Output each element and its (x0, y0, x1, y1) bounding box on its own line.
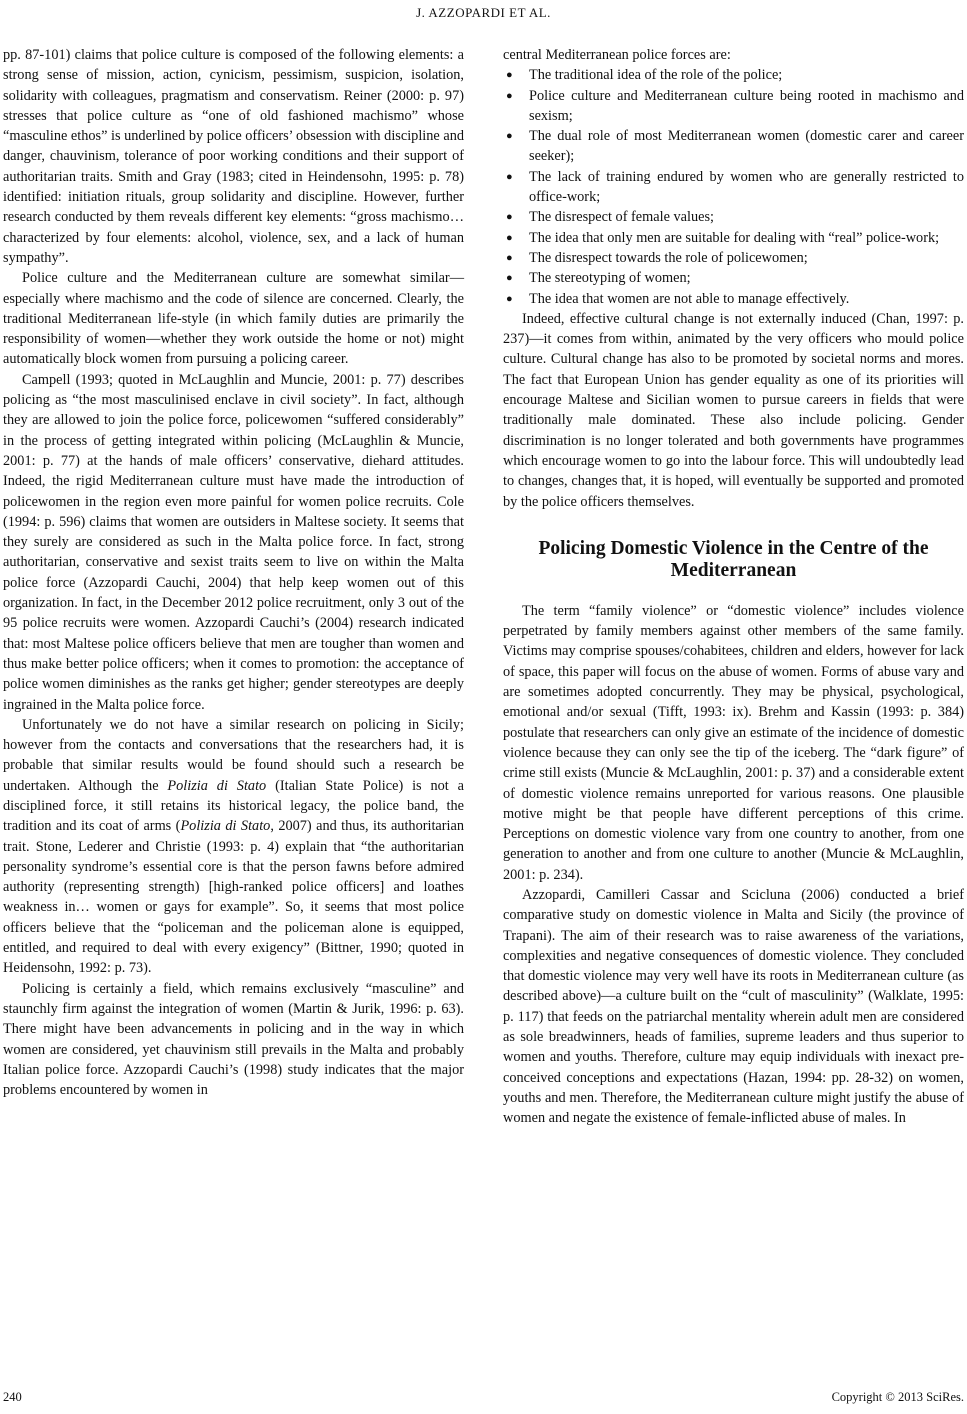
paragraph-sicily-research (3, 715, 464, 979)
paragraph-policing-masculine: Policing is certainly a field, which remains exclusively “masculine” and staunchly firm against the integration of women (Martin & Jurik, 1996: p. 63). There might have been advancements in policing and in the way in which women are considered, yet chauvinism still prevails in the Malta and probably Italian police force. Azzopardi Cauchi’s (1998) study indicates that the major problems encountered by women in (3, 980, 464, 1099)
section-heading: Policing Domestic Violence in the Centre of the Mediterranean (538, 537, 929, 581)
list-item-text: The stereotyping of women; (529, 270, 691, 287)
text-run: Unfortunately we do not have a similar research on policing in Sicily; however from the contacts and conversations that the researchers had, it is probable that similar results would be found should such a research be undertaken. Although the (3, 716, 464, 794)
list-item-text: The idea that only men are suitable for dealing with “real” police-work; (529, 229, 940, 246)
italic-term: Polizia di Stato (180, 818, 271, 835)
list-item-text: The disrespect towards the role of policewomen; (529, 249, 808, 266)
bullet-dot-icon: ● (506, 292, 513, 305)
list-item-text: The disrespect of female values; (529, 209, 714, 226)
right-column (503, 45, 964, 1129)
list-item (503, 86, 964, 127)
problems-list (503, 65, 964, 309)
paragraph-mediterranean-culture: Police culture and the Mediterranean culture are somewhat similar—especially where machismo and the code of silence are concerned. Clearly, the traditional Mediterranean life-style (in which family duties are primarily the responsibility of women—whether they work outside the home or not) might automatically block women from pursuing a policing career. (3, 270, 464, 368)
page-number: 240 (3, 1390, 22, 1404)
bullet-dot-icon: ● (506, 130, 513, 143)
paragraph-masculinised-enclave: Campell (1993; quoted in McLaughlin and Muncie, 2001: p. 77) describes policing as “the most masculinised enclave in civil society”. In fact, although they are allowed to join the police force, policewomen “suffered considerably” in the process of getting integrated within policing (McLaughlin & Muncie, 2001: p. 77) at the hands of male officers’ conservative, diehard attitudes. Indeed, the rigid Mediterranean culture must have made the introduction of policewomen in the region even more painful for women police recruits. Cole (1994: p. 596) claims that women are outsiders in Maltese society. It seems that they surely are considered as such in the Malta police force. In fact, strong authoritarian, conservative and sexist traits seem to live on within the Malta police force (Azzopardi Cauchi, 2004) that help keep women out of this organization. In fact, in the December 2012 police recruitment, only 3 out of the 95 police recruits were women. Azzopardi Cauchi’s (2004) research indicated that: most Maltese police officers believe that men are tougher than women and thus make better police officers; when it comes to promotion: the acceptance of police women diminishes as the ranks get higher; gender stereotypes are deeply ingrained in the Malta police force. (3, 371, 464, 713)
list-item-text: The lack of training endured by women who are generally restricted to office-work; (529, 168, 964, 206)
text-run: , 2007) and thus, its authoritarian trait. Stone, Lederer and Christie (1993: p. 4) explain that “the authoritarian personality syndrome’s essential core is that the person fawns before admired authority (representing strength) [high-ranked police officers] and loathes weakness in… women or gays for example”. So, it seems that most police officers believe that the “policeman and the policeman alone is equipped, entitled, and required to deal with every exigency” (Bittner, 1990; quoted in Heidensohn, 1992: p. 73). (3, 818, 464, 977)
list-item (503, 289, 964, 309)
bullet-dot-icon: ● (506, 272, 513, 285)
paragraph-domestic-violence-definition: The term “family violence” or “domestic violence” includes violence perpetrated by family members against other members of the same family. Victims may comprise spouses/cohabitees, children and elders, however for lack of space, this paper will focus on the abuse of women. Forms of abuse vary and are sometimes adopted concurrently. They may be physical, psychological, emotional and/or sexual (Tifft, 1993: ix). Brehm and Kassin (1993: p. 384) postulate that researchers can only give an estimate of the incidence of domestic violence because they can only see the tip of the iceberg. The “dark figure” of crime still exists (Muncie & McLaughlin, 2001: p. 37) and a considerable extent of domestic violence remains unreported for various reasons. One plausible motive might be that people have different perceptions of this crime. Perceptions on domestic violence vary from one country to another, from one generation to another and from one culture to another (Muncie & McLaughlin, 2001: p. 234). (503, 602, 964, 883)
copyright-notice: Copyright © 2013 SciRes. (831, 1390, 964, 1404)
list-item-text: The dual role of most Mediterranean women (domestic carer and career seeker); (529, 128, 964, 165)
bullet-dot-icon: ● (506, 231, 513, 244)
list-item-text: The idea that women are not able to manage effectively. (529, 290, 850, 307)
list-item (503, 248, 964, 268)
list-item (503, 126, 964, 167)
list-item (503, 207, 964, 227)
list-item (503, 65, 964, 85)
paragraph-cultural-change: Indeed, effective cultural change is not externally induced (Chan, 1997: p. 237)—it comes from within, animated by the very officers who mould police culture. Cultural change has also to be promoted by societal norms and mores. The fact that European Union has gender equality as one of its priorities will encourage Maltese and Sicilian women to pursue careers in fields that were traditionally male dominated. These also include policing. Gender discrimination is no longer tolerated and both governments have programmes which encourage women to go into the labour force. This will undoubtedly lead to changes, changes that, it is hoped, will eventually be supported and promoted by the police officers themselves. (503, 310, 964, 510)
italic-term: Polizia di Stato (167, 777, 267, 794)
list-item (503, 228, 964, 248)
paragraph-comparative-study: Azzopardi, Camilleri Cassar and Scicluna (2006) conducted a brief comparative study on domestic violence in Malta and Sicily (the province of Trapani). The aim of their research was to raise awareness of the variations, complexities and negative consequences of domestic violence. They concluded that domestic violence may very well have its roots in Mediterranean culture (as described above)—a culture built on the “cult of masculinity” (Walklate, 1995: p. 117) that feeds on the patriarchal mentality wherein adult men are considered as sole breadwinners, heads of families, supreme leaders and thus superior to women and youths. Therefore, culture may equip individuals with inexact pre-conceived conceptions and expectations (Hazan, 1994: pp. 28-32) on women, youths and men. Therefore, the Mediterranean culture might justify the abuse of women and negate the existence of female-inflicted abuse of males. In (503, 886, 964, 1127)
list-intro: central Mediterranean police forces are: (503, 47, 731, 63)
bullet-dot-icon: ● (506, 211, 513, 224)
bullet-dot-icon: ● (506, 170, 513, 183)
running-head: J. AZZOPARDI ET AL. (416, 5, 551, 20)
bullet-dot-icon: ● (506, 89, 513, 102)
text-run: (Italian State Police) is not a disciplined force, it still retains its historical legacy, the police band, the tradition and its coat of arms ( (3, 777, 464, 835)
bullet-dot-icon: ● (506, 251, 513, 264)
list-item (503, 167, 964, 208)
bullet-dot-icon: ● (506, 69, 513, 82)
paragraph-police-culture-elements: pp. 87-101) claims that police culture is composed of the following elements: a strong sense of mission, action, cynicism, pessimism, suspicion, isolation, solidarity with colleagues, pragmatism and conservatism. Reiner (2000: p. 97) stresses that police culture as “one of old fashioned machismo” whose “masculine ethos” is underlined by police officers’ obsession with discipline and danger, chauvinism, tolerance of poor working conditions and their support of authoritarian traits. Smith and Gray (1983; cited in Heindensohn, 1995: p. 78) identified: initiation rituals, group solidarity and discipline. However, further research conducted by them reveals different key elements: “gross machismo… characterized by four elements: alcohol, violence, sex, and a lack of human sympathy”. (3, 47, 464, 266)
list-item-text: Police culture and Mediterranean culture being rooted in machismo and sexism; (529, 87, 964, 124)
list-item (503, 268, 964, 288)
left-column (3, 45, 464, 1100)
list-item-text: The traditional idea of the role of the police; (529, 67, 783, 84)
